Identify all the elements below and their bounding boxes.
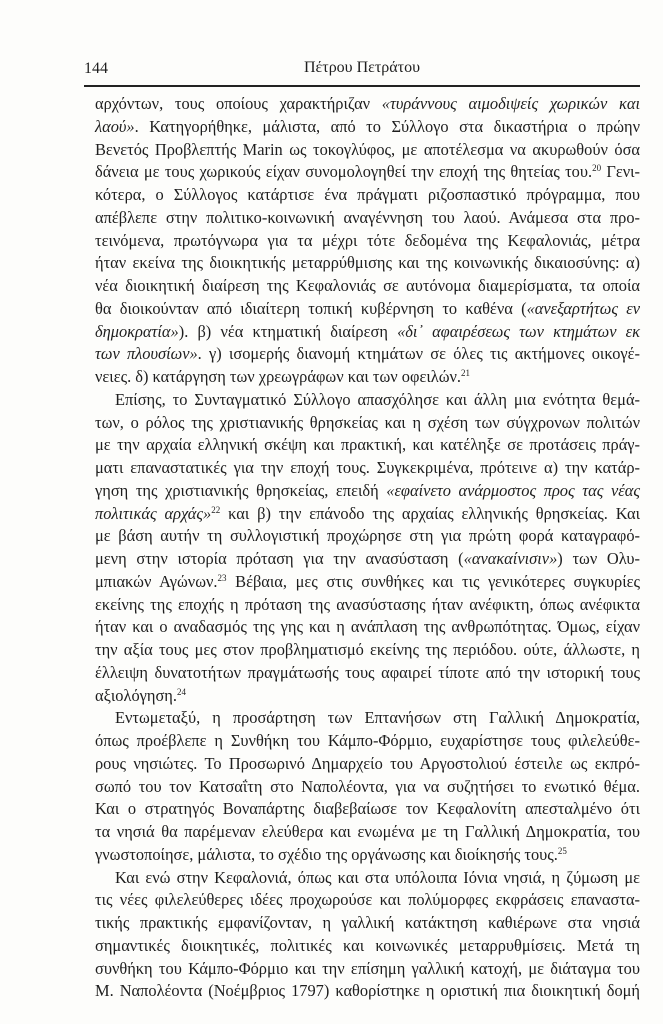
text-line: [95, 139, 640, 162]
text-line: [95, 525, 640, 548]
text-line: [95, 821, 640, 844]
quotation: «τυράννους αιμοδιψείς χωρικών και: [381, 94, 640, 113]
text-run: Επίσης, το Συνταγματικό Σύλλογο απασχόλησε και άλλη μια ενότητα θεμά-: [115, 389, 640, 409]
text-run: τα νησιά θα παρέμεναν ελεύθερα και ενωμένα με τη Γαλλική Δημοκρατία, του: [95, 822, 640, 841]
text-line: [95, 457, 640, 480]
quotation: λαού»: [95, 116, 135, 136]
text-line: [95, 889, 640, 912]
text-run: ). β) νέα κτηματική διαίρεση: [178, 321, 398, 341]
text-run: συνθήκη του Κάμπο-Φόρμιο και την επίσημη γαλλική κατοχή, με διάταγμα του: [95, 958, 640, 978]
text-run: Βενετός Προβλεπτής Marin ως τοκογλύφος, με αποτέλεσμα να ακυρωθούν όσα: [95, 139, 640, 159]
text-line: [95, 707, 640, 730]
text-line: [95, 548, 640, 571]
text-line: [95, 93, 640, 116]
text-line: [95, 662, 640, 685]
footnote-ref: 22: [211, 504, 221, 515]
header-rule: [84, 85, 640, 87]
text-run: αξιολόγηση.: [95, 685, 177, 705]
text-run: απέβλεπε στην πολιτικο-κοινωνική αναγέννηση του λαού. Ανάμεσα στα προ-: [95, 207, 640, 227]
text-line: [95, 275, 640, 298]
text-line: [95, 412, 640, 435]
paragraph: [95, 867, 640, 1004]
text-run: ματι επαναστατικές για την εποχή τους. Συγκεκριμένα, πρότεινε α) την κατάρ-: [95, 458, 640, 477]
text-line: [95, 867, 640, 890]
text-line: [95, 730, 640, 753]
text-run: γηση της χριστιανικής θρησκείας, επειδή: [95, 480, 387, 500]
text-line: [95, 207, 640, 230]
paragraph: [95, 93, 640, 389]
text-run: την αξία τους μες στον προβληματισμό εκείνης της περιόδου. ούτε, άλλωστε, η: [95, 640, 640, 659]
text-line: [95, 594, 640, 617]
text-run: και β) την επάνοδο της αρχαίας ελληνικής θρησκείας. Και: [220, 503, 640, 523]
text-run: τις νέες φιλελεύθερες ιδέες προχωρούσε και πολύμορφες εκφράσεις επαναστα-: [95, 890, 640, 910]
text-run: αρχόντων, τους οποίους χαρακτήριζαν: [95, 94, 382, 113]
text-run: όπως προέβλεπε η Συνθήκη του Κάμπο-Φόρμιο, ευχαρίστησε τους φιλελεύθε-: [95, 731, 640, 750]
text-line: [95, 753, 640, 776]
text-run: με βάση αυτήν τη συλλογιστική προχώρησε στη για πρώτη φορά καταγραφό-: [95, 526, 640, 546]
text-line: [95, 503, 640, 526]
running-title: Πέτρου Πετράτου: [303, 59, 421, 76]
text-run: έλλειψη δυνατοτήτων πραγμάτωσής τους αφαιρεί τίποτε από την ιστορική τους: [95, 662, 640, 682]
text-line: [95, 161, 640, 184]
text-run: ήταν και ο αναδασμός της γης και η ανάπλαση της ανθρωπότητας. Όμως, είχαν: [95, 617, 640, 637]
text-run: μπιακών Αγώνων.: [95, 571, 218, 591]
text-line: [95, 935, 640, 958]
text-line: [95, 798, 640, 821]
footnote-ref: 21: [461, 368, 470, 378]
text-run: των, ο ρόλος της χριστιανικής θρησκείας και η σχέση των σύγχρονων πολιτών: [95, 412, 640, 432]
text-run: ήταν εκείνα της διοικητικής μεταρρύθμισης και της κοινωνικής δικαιοσύνης: α): [95, 253, 640, 273]
text-line: [95, 366, 640, 389]
text-line: [95, 571, 640, 594]
text-line: [95, 639, 640, 662]
text-line: [95, 912, 640, 935]
text-run: Και ενώ στην Κεφαλονιά, όπως και στα υπόλοιπα Ιόνια νησιά, η ζύμωση με: [115, 867, 640, 887]
text-run: μενη στην ιστορία πρόταση για την ανασύσταση (: [95, 549, 464, 568]
page-number: 144: [84, 60, 108, 77]
quotation: πολιτικάς αρχάς»: [95, 503, 212, 523]
text-line: [95, 434, 640, 457]
text-line: [95, 252, 640, 275]
text-line: [95, 980, 640, 1003]
text-line: [95, 230, 640, 253]
text-run: Βέβαια, μες στις συνθήκες και τις γενικότερες συγκυρίες: [226, 571, 641, 591]
footnote-ref: 20: [592, 163, 602, 174]
text-run: . γ) ισομερής διανομή κτημάτων σε όλες τις ακτήμονες οικογέ-: [197, 344, 640, 364]
footnote-ref: 24: [176, 686, 186, 697]
text-run: τικής πρακτικής εμφανίζονταν, η γαλλική κατάκτηση καθιέρωνε στα νησιά: [95, 913, 640, 932]
text-run: γνωστοποίησε, μάλιστα, το σχέδιο της οργάνωσης και διοίκησής τους.: [95, 844, 558, 864]
text-line: [95, 616, 640, 639]
paragraph: [95, 707, 640, 866]
text-run: ) των Ολυ-: [557, 549, 640, 568]
text-run: . Κατηγορήθηκε, μάλιστα, από το Σύλλογο στα δικαστήρια ο πρώην: [134, 116, 640, 136]
text-line: [95, 116, 640, 139]
text-line: [95, 844, 640, 867]
body-text: [95, 93, 640, 1003]
text-run: Γενι-: [601, 162, 640, 182]
text-line: [95, 776, 640, 799]
text-run: θα διοικούνταν από ιδιαίτερη τοπική κυβέρνηση το καθένα (: [95, 298, 527, 318]
text-run: εκείνης της εποχής η πρόταση της ανασύστασης ήταν ανέφικτη, όπως ανέφικτα: [95, 594, 640, 614]
text-run: κότερα, ο Σύλλογος κατάρτισε ένα πράγματι ριζοσπαστικό πρόγραμμα, που: [95, 185, 640, 204]
text-line: [95, 321, 640, 344]
text-line: [95, 184, 640, 207]
text-line: [95, 343, 640, 366]
text-line: [95, 298, 640, 321]
text-run: νέα διοικητική διαίρεση της Κεφαλονιάς σε αυτόνομα διαμερίσματα, τα οποία: [95, 276, 640, 295]
footnote-ref: 25: [557, 845, 567, 856]
quotation: «εφαίνετο ανάρμοστος προς τας νέας: [386, 480, 640, 500]
text-run: Και ο στρατηγός Βοναπάρτης διαβεβαίωσε τον Κεφαλονίτη απεσταλμένο ότι: [95, 799, 640, 819]
paragraph: [95, 389, 640, 708]
text-line: [95, 389, 640, 412]
quotation: δημοκρατία»: [95, 321, 179, 341]
text-run: νειες. δ) κατάργηση των χρεωγράφων και των οφειλών.: [95, 367, 461, 386]
text-run: ρους νησιώτες. Το Προσωρινό Δημαρχείο του Αργοστολιού έστειλε ως εκπρό-: [95, 753, 640, 773]
text-run: σωπό του τον Κατσαΐτη στο Ναπολέοντα, για να συζητήσει το ενωτικό θέμα.: [95, 776, 640, 796]
quotation: των πλουσίων»: [95, 344, 198, 364]
text-run: Μ. Ναπολέοντα (Νοέμβριος 1797) καθορίστηκε η οριστική πια διοικητική δομή: [95, 981, 640, 1001]
text-run: σημαντικές διοικητικές, πολιτικές και κοινωνικές μεταρρυθμίσεις. Μετά τη: [95, 935, 640, 955]
text-line: [95, 958, 640, 981]
text-run: δάνεια με τους χωρικούς είχαν συνομολογηθεί την εποχή της θητείας του.: [95, 162, 593, 182]
text-run: με την αρχαία ελληνική σκέψη και πρακτική, και κατέληξε σε προτάσεις πράγ-: [95, 435, 640, 455]
text-line: [95, 480, 640, 503]
text-line: [95, 685, 640, 708]
quotation: «δι᾽ αφαιρέσεως των κτημάτων εκ: [397, 321, 640, 341]
footnote-ref: 23: [217, 572, 227, 583]
quotation: «ανεξαρτήτως εν: [526, 298, 640, 318]
text-run: τεινόμενα, πρωτόγνωρα για τα μέχρι τότε δεδομένα της Κεφαλονιάς, μέτρα: [95, 230, 640, 250]
text-run: Εντωμεταξύ, η προσάρτηση των Επτανήσων στη Γαλλική Δημοκρατία,: [115, 708, 640, 728]
quotation: «ανακαίνισιν»: [463, 549, 558, 568]
